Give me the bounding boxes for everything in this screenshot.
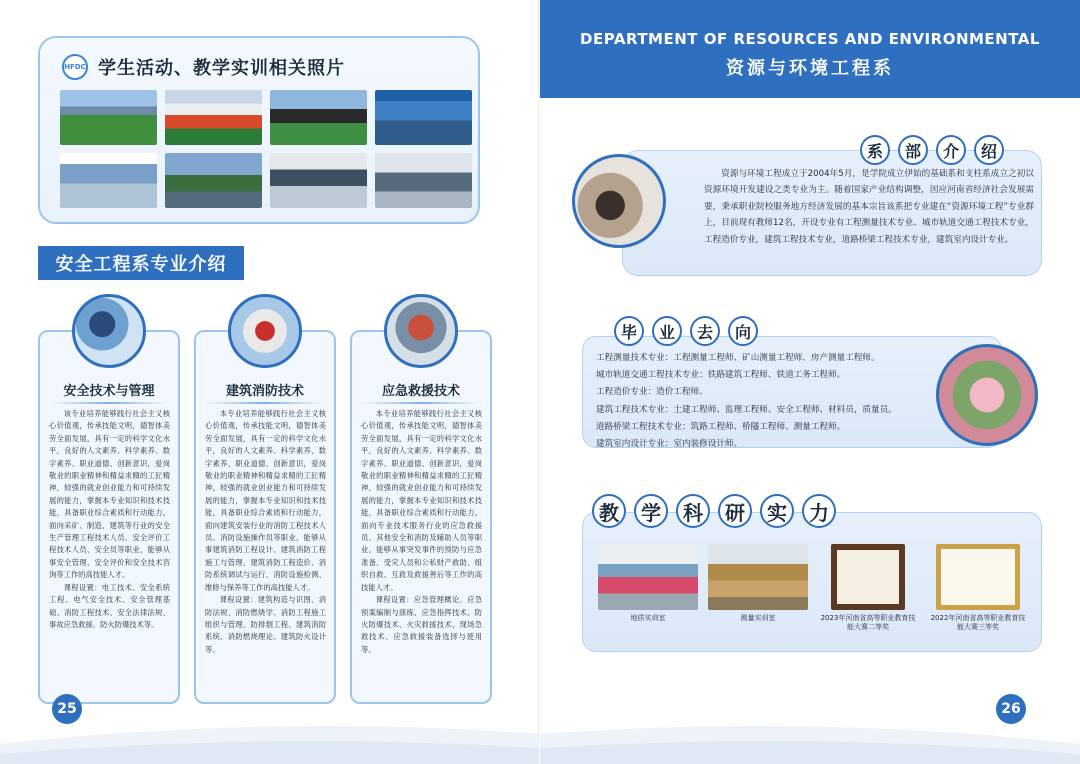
- title-divider: [50, 402, 168, 404]
- page-number: 25: [52, 694, 82, 724]
- list-item: 工程测量技术专业：工程测量工程师、矿山测量工程师、房产测量工程师。: [596, 353, 880, 363]
- list-item: 建筑工程技术专业：土建工程师、监理工程师、安全工程师、材料员，质量员。: [596, 404, 897, 415]
- title-divider: [362, 402, 480, 404]
- title-char: 教: [592, 494, 626, 528]
- activity-photo: [60, 153, 157, 208]
- title-char: 研: [718, 494, 752, 528]
- list-item: 城市轨道交通工程技术专业：铁路建筑工程师、铁道工务工程师。: [596, 370, 846, 381]
- destinations-photo: [936, 344, 1038, 446]
- activity-photo: [165, 153, 262, 208]
- title-char: 业: [652, 316, 682, 346]
- major-courses: 课程设置：应急管理概论、应急预案编制与演练、应急指挥技术、防火防爆技术、火灾救援技术、现场急救技术、应急救援装备选择与使用等。: [361, 595, 482, 654]
- activity-photo: [375, 90, 472, 145]
- major-intro: 本专业培养能够践行社会主义核心价值观，传承技能文明，德智体美劳全面发展，具有一定的科学文化水平，良好的人文素养、科学素养、数字素养、职业道德、创新意识，爱岗敬业的职业精神和精益求精的工匠精神，较强的就业创业能力和可持续发展的能力，掌握本专业知识和技术技能，具备职业综合素质和行动能力，面向建筑安装行业的消防工程技术人员、消防设施操作员等职业，能够从事建筑消防工程设计、建筑消防工程施工与管理、建筑消防工程造价、消防系统调试与运行、消防设施检测、维修与保养等工作的高技能人才。: [205, 409, 326, 592]
- department-name-cn: 资源与环境工程系: [726, 58, 894, 79]
- award-certificate-2022: [936, 544, 1020, 610]
- title-char: 实: [760, 494, 794, 528]
- major-intro: 该专业培养能够践行社会主义核心价值观，传承技能文明，德智体美劳全面发展，具有一定的科学文化水平，良好的人文素养、科学素养、数字素养、职业道德、创新意识，爱岗敬业的职业精神和精益求精的工匠精神，较强的就业创业能力和可持续发展的能力，掌握本专业知识和技术技能，具备职业综合素质和行动能力，面向采矿、制造、建筑等行业的安全生产管理工程技术人员、安全评价工程技术人员、安全员等职业，能够从事安全管理、安全评价和安全技术咨询等工作的高技能人才。: [49, 409, 170, 580]
- major-photo: [384, 294, 458, 368]
- destinations-title: [614, 316, 758, 346]
- intro-photo: [572, 154, 666, 248]
- major-courses: 课程设置：电工技术、安全系统工程、电气安全技术、安全管理基础、消防工程技术、安全法律法规、事故应急救援、防火防爆技术等。: [49, 582, 170, 629]
- caption: 2023年河南省高等职业教育技能大赛二等奖: [820, 614, 916, 631]
- major-title: 建筑消防技术: [225, 384, 304, 399]
- major-title: 安全技术与管理: [63, 384, 155, 399]
- major-photo: [72, 294, 146, 368]
- title-char: 力: [802, 494, 836, 528]
- major-card-fire-protection: [194, 330, 336, 704]
- list-item: 建筑室内设计专业：室内装修设计师。: [596, 439, 743, 450]
- activity-photo: [375, 153, 472, 208]
- geology-lab-photo: [598, 544, 698, 610]
- destinations-list: [596, 350, 897, 453]
- intro-title: [860, 135, 1004, 165]
- major-photo: [228, 294, 302, 368]
- caption: 测量实训室: [740, 614, 776, 622]
- activity-photo: [165, 90, 262, 145]
- major-courses: 课程设置：建筑构造与识图、消防法规、消防燃烧学、消防工程施工组织与管理、防排烟工程、建筑消防系统、消防燃烧理论、建筑防火设计等。: [205, 595, 326, 654]
- major-description: [205, 408, 326, 656]
- photos-title: 学生活动、教学实训相关照片: [98, 58, 345, 79]
- major-description: [361, 408, 482, 656]
- right-page: [540, 0, 1080, 764]
- title-char: 部: [898, 135, 928, 165]
- photos-header: [62, 54, 345, 80]
- title-char: 向: [728, 316, 758, 346]
- department-name-en: DEPARTMENT OF RESOURCES AND ENVIRONMENTAL: [580, 30, 1040, 48]
- teaching-captions: [598, 614, 1028, 632]
- award-certificate-2023: [831, 544, 905, 610]
- title-char: 毕: [614, 316, 644, 346]
- major-title: 应急救援技术: [381, 384, 460, 399]
- photo-grid: [60, 90, 472, 208]
- intro-text: 资源与环境工程成立于2004年5月，是学院成立伊始的基础系和支柱系成立之初以资源环境开发建设之类专业为主。随着国家产业结构调整，因应河南省经济社会发展需要，秉承职业院校服务地方经济发展的基本宗旨该系把专业建在“资源环境工程”专业群上，目前现有教师12名，开设专业有工程测量技术专业、城市轨道交通工程技术专业，工程造价专业，建筑工程技术专业，道路桥梁工程技术专业，建筑室内设计专业。: [704, 169, 1034, 245]
- title-divider: [206, 402, 324, 404]
- major-description: [49, 408, 170, 631]
- photos-panel: [38, 36, 480, 224]
- page-number: 26: [996, 694, 1026, 724]
- title-char: 绍: [974, 135, 1004, 165]
- major-card-safety-management: [38, 330, 180, 704]
- title-char: 系: [860, 135, 890, 165]
- major-card-emergency-rescue: [350, 330, 492, 704]
- section-title: 安全工程系专业介绍: [38, 246, 244, 280]
- college-logo-icon: HFDC: [62, 54, 88, 80]
- title-char: 科: [676, 494, 710, 528]
- list-item: 工程造价专业：造价工程师。: [596, 387, 708, 398]
- survey-lab-photo: [708, 544, 808, 610]
- title-char: 介: [936, 135, 966, 165]
- department-header: [540, 0, 1080, 98]
- teaching-images: [598, 544, 1028, 610]
- teaching-title: [592, 494, 836, 528]
- caption: 2022年河南省高等职业教育技能大赛三等奖: [930, 614, 1026, 631]
- activity-photo: [60, 90, 157, 145]
- title-char: 去: [690, 316, 720, 346]
- activity-photo: [270, 153, 367, 208]
- activity-photo: [270, 90, 367, 145]
- major-intro: 本专业培养能够践行社会主义核心价值观，传承技能文明，德智体美劳全面发展，具有一定的科学文化水平，良好的人文素养、科学素养、数字素养、职业道德、创新意识，爱岗敬业的职业精神和精益求精的工匠精神，较强的就业创业能力和可持续发展的能力，掌握本专业知识和技术技能，具备职业综合素质和行动能力，面向专业技术服务行业的应急救援员、其他安全和消防及辅助人员等职业，能够从事突发事件的预防与应急准备、受灾人员和公私财产救助、组织自救、互救及救援善后等工作的高技能人才。: [361, 409, 482, 592]
- title-char: 学: [634, 494, 668, 528]
- caption: 地质实训室: [630, 614, 666, 622]
- list-item: 道路桥梁工程技术专业：筑路工程师、桥隧工程师、测量工程师。: [596, 421, 846, 432]
